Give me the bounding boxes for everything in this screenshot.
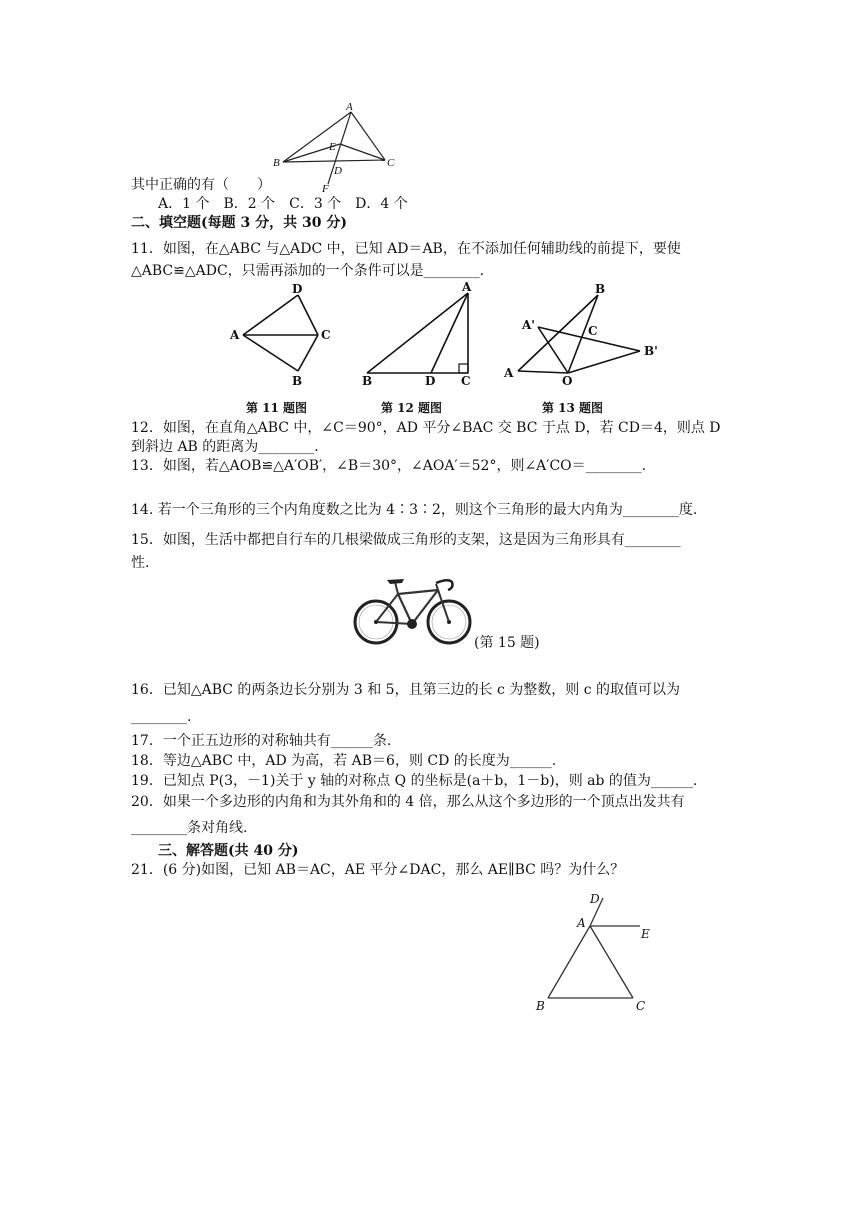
- q14-text: 14. 若一个三角形的三个内角度数之比为 4∶3∶2，则这个三角形的最大内角为________度.: [131, 502, 698, 518]
- top-figure-label-d: D: [334, 165, 342, 177]
- top-figure-label-e: E: [329, 141, 336, 153]
- q21-label-e: E: [641, 927, 650, 941]
- q12-line1: 12．如图，在直角△ABC 中，∠C＝90°，AD 平分∠BAC 交 BC 于点 D，若 CD＝4，则点 D: [131, 420, 721, 436]
- q15-line1: 15．如图，生活中都把自行车的几根梁做成三角形的支架，这是因为三角形具有________: [131, 532, 681, 548]
- q21-text: 21．(6 分)如图，已知 AB＝AC，AE 平分∠DAC，那么 AE∥BC 吗？为什么？: [131, 862, 625, 878]
- q15-line2: 性.: [131, 555, 150, 571]
- section2-heading: 二、填空题(每题 3 分，共 30 分): [131, 215, 347, 231]
- q15-caption: (第 15 题): [474, 635, 540, 651]
- fig12-label-c: C: [461, 374, 471, 388]
- fig11-caption: 第 11 题图: [246, 401, 308, 415]
- fig11-label-b: B: [292, 374, 303, 388]
- bicycle-image: [352, 572, 474, 652]
- q11-line1: 11．如图，在△ABC 与△ADC 中，已知 AD＝AB，在不添加任何辅助线的前提下，要使: [131, 241, 681, 257]
- q16-line1: 16．已知△ABC 的两条边长分别为 3 和 5，且第三边的长 c 为整数，则 c 的取值可以为: [131, 682, 681, 698]
- q21-figure: [528, 890, 663, 1014]
- fig13-label-b: B: [595, 282, 606, 296]
- q19-text: 19．已知点 P(3，－1)关于 y 轴的对称点 Q 的坐标是(a＋b，1－b)，则 ab 的值为______.: [131, 773, 698, 789]
- q11-line2: △ABC≌△ADC，只需再添加的一个条件可以是________.: [131, 263, 485, 279]
- fig13-label-a: A: [504, 366, 514, 380]
- q10-prompt: 其中正确的有（ ）: [131, 177, 271, 193]
- fig13-label-b-prime: B': [644, 344, 658, 358]
- q21-label-a: A: [577, 916, 586, 930]
- figure-13: [500, 281, 670, 416]
- fig12-caption: 第 12 题图: [381, 401, 443, 415]
- q20-line1: 20．如果一个多边形的内角和为其外角和的 4 倍，那么从这个多边形的一个顶点出发共有: [131, 794, 685, 810]
- fig13-label-o: O: [562, 374, 573, 388]
- q21-label-d: D: [590, 892, 600, 906]
- top-figure-label-a: A: [346, 101, 353, 113]
- q20-line2: ________条对角线.: [131, 820, 248, 836]
- top-figure: [270, 100, 400, 192]
- fig13-label-c: C: [588, 324, 598, 338]
- fig12-label-a: A: [462, 281, 472, 294]
- q21-label-b: B: [536, 999, 545, 1013]
- top-figure-label-b: B: [273, 157, 280, 169]
- top-figure-label-c: C: [387, 157, 395, 169]
- q21-label-c: C: [636, 999, 646, 1013]
- fig13-caption: 第 13 题图: [542, 401, 604, 415]
- fig11-label-d: D: [292, 282, 303, 296]
- fig11-label-a: A: [230, 328, 240, 342]
- section3-heading: 三、解答题(共 40 分): [158, 843, 299, 859]
- fig12-label-b: B: [362, 374, 373, 388]
- figure-12: [355, 281, 480, 416]
- q17-text: 17．一个正五边形的对称轴共有______条.: [131, 733, 392, 749]
- q12-line2: 到斜边 AB 的距离为________.: [131, 439, 319, 455]
- fig11-label-c: C: [321, 328, 331, 342]
- q16-line2: ________.: [131, 709, 192, 725]
- q10-options: A．1 个 B．2 个 C．3 个 D．4 个: [158, 196, 408, 212]
- figure-11: [228, 281, 348, 416]
- q13-text: 13．如图，若△AOB≌△A′OB′，∠B＝30°，∠AOA′＝52°，则∠A′CO＝________.: [131, 458, 647, 474]
- q18-text: 18．等边△ABC 中，AD 为高，若 AB＝6，则 CD 的长度为______.: [131, 753, 557, 769]
- top-figure-label-f: F: [322, 183, 329, 192]
- fig13-label-a-prime: A': [522, 318, 535, 332]
- fig12-label-d: D: [425, 374, 436, 388]
